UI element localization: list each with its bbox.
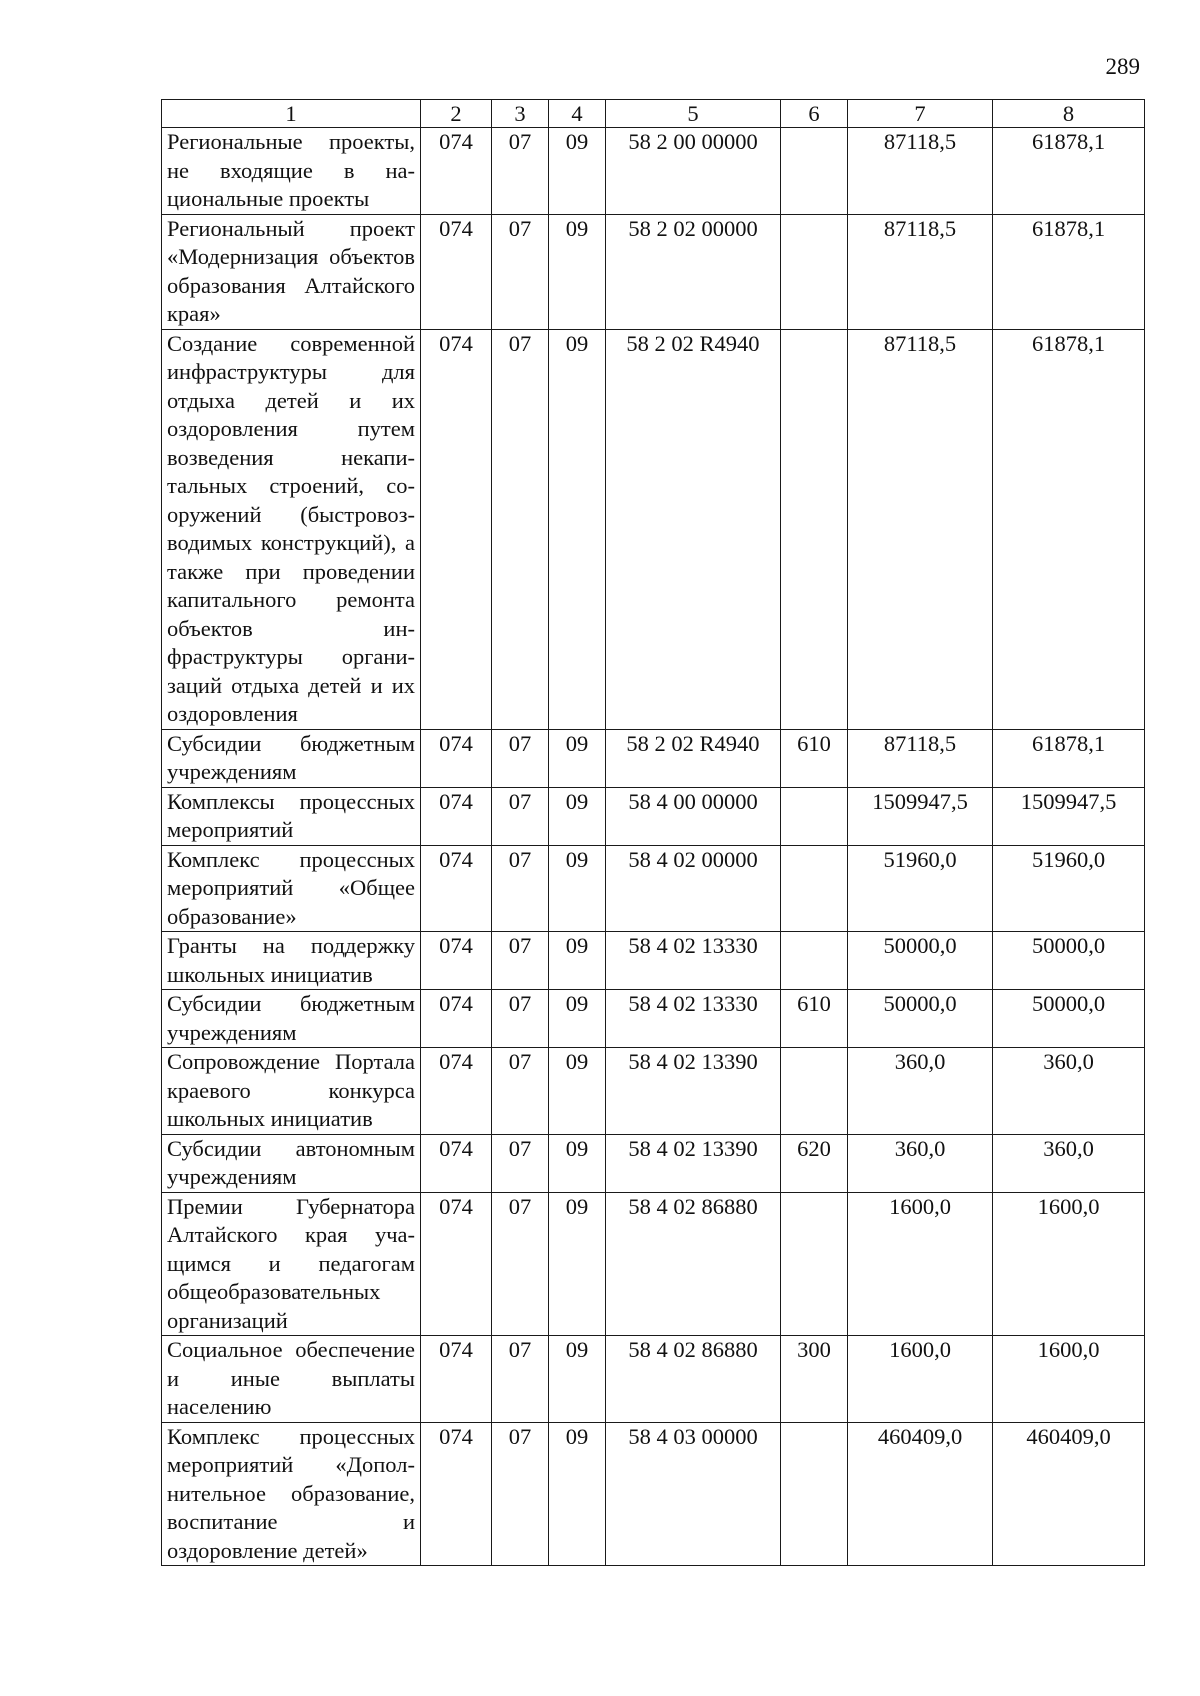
row-section-code: 07 xyxy=(492,1336,549,1423)
row-target-article: 58 2 02 R4940 xyxy=(606,729,781,787)
row-subsection-code: 09 xyxy=(549,1336,606,1423)
row-name-cell: Создание современной инфраструктуры для отдыха детей и их оздоровления путем возведения некапитальных строений, сооружений (быстровозводимых конструкций), а также при проведении капитального ремонта объектов инфраструктуры организаций отдыха детей и их оздоровления xyxy=(162,329,421,729)
row-subsection-code: 09 xyxy=(549,990,606,1048)
row-target-article: 58 2 02 00000 xyxy=(606,214,781,329)
row-section-code: 07 xyxy=(492,787,549,845)
row-expense-type xyxy=(781,214,848,329)
row-name-cell: Гранты на поддержку школьных инициатив xyxy=(162,932,421,990)
row-section-code: 07 xyxy=(492,329,549,729)
row-target-article: 58 4 02 13330 xyxy=(606,932,781,990)
row-expense-type: 610 xyxy=(781,990,848,1048)
row-ministry-code: 074 xyxy=(421,990,492,1048)
row-subsection-code: 09 xyxy=(549,1134,606,1192)
row-name-cell: Комплексы процессных мероприятий xyxy=(162,787,421,845)
header-row xyxy=(162,100,1145,128)
row-target-article: 58 4 02 00000 xyxy=(606,845,781,932)
row-name-cell: Региональные проекты, не входящие в национальные проекты xyxy=(162,128,421,215)
row-subsection-code: 09 xyxy=(549,932,606,990)
row-section-code: 07 xyxy=(492,1134,549,1192)
row-name-cell: Премии Губернатора Алтайского края учащимся и педагогам общеобразовательных организаций xyxy=(162,1192,421,1336)
row-expense-type xyxy=(781,787,848,845)
row-section-code: 07 xyxy=(492,1422,549,1566)
row-expense-type: 300 xyxy=(781,1336,848,1423)
row-amount-year1: 51960,0 xyxy=(848,845,993,932)
row-amount-year2: 460409,0 xyxy=(993,1422,1145,1566)
row-ministry-code: 074 xyxy=(421,787,492,845)
row-name-cell: Комплекс процессных мероприятий «Общее образование» xyxy=(162,845,421,932)
row-amount-year2: 61878,1 xyxy=(993,329,1145,729)
table-row xyxy=(162,845,1145,932)
row-target-article: 58 4 03 00000 xyxy=(606,1422,781,1566)
row-expense-type xyxy=(781,932,848,990)
row-subsection-code: 09 xyxy=(549,214,606,329)
row-amount-year2: 61878,1 xyxy=(993,729,1145,787)
row-expense-type xyxy=(781,1048,848,1135)
header-cell: 4 xyxy=(549,100,606,128)
row-ministry-code: 074 xyxy=(421,1048,492,1135)
row-amount-year2: 51960,0 xyxy=(993,845,1145,932)
row-section-code: 07 xyxy=(492,1048,549,1135)
row-expense-type xyxy=(781,1192,848,1336)
row-amount-year2: 1600,0 xyxy=(993,1192,1145,1336)
row-ministry-code: 074 xyxy=(421,1336,492,1423)
row-amount-year2: 50000,0 xyxy=(993,932,1145,990)
row-expense-type xyxy=(781,329,848,729)
header-cell: 3 xyxy=(492,100,549,128)
row-name-cell: Субсидии автономным учреждениям xyxy=(162,1134,421,1192)
table-row xyxy=(162,932,1145,990)
row-ministry-code: 074 xyxy=(421,845,492,932)
header-cell: 2 xyxy=(421,100,492,128)
row-target-article: 58 4 02 13390 xyxy=(606,1048,781,1135)
row-amount-year2: 61878,1 xyxy=(993,128,1145,215)
row-amount-year1: 1509947,5 xyxy=(848,787,993,845)
row-amount-year1: 87118,5 xyxy=(848,128,993,215)
header-cell: 6 xyxy=(781,100,848,128)
table-body xyxy=(162,128,1145,1566)
row-amount-year1: 460409,0 xyxy=(848,1422,993,1566)
row-ministry-code: 074 xyxy=(421,329,492,729)
row-section-code: 07 xyxy=(492,845,549,932)
table-row xyxy=(162,1422,1145,1566)
row-expense-type: 620 xyxy=(781,1134,848,1192)
row-ministry-code: 074 xyxy=(421,932,492,990)
row-amount-year1: 50000,0 xyxy=(848,932,993,990)
row-name-cell: Комплекс процессных мероприятий «Дополнительное образование, воспитание и оздоровление детей» xyxy=(162,1422,421,1566)
row-name-cell: Субсидии бюджетным учреждениям xyxy=(162,729,421,787)
row-amount-year2: 50000,0 xyxy=(993,990,1145,1048)
header-cell: 8 xyxy=(993,100,1145,128)
row-amount-year1: 87118,5 xyxy=(848,214,993,329)
row-target-article: 58 4 02 13390 xyxy=(606,1134,781,1192)
table-row xyxy=(162,990,1145,1048)
row-section-code: 07 xyxy=(492,1192,549,1336)
row-ministry-code: 074 xyxy=(421,1134,492,1192)
table-row xyxy=(162,1336,1145,1423)
table-row xyxy=(162,729,1145,787)
row-subsection-code: 09 xyxy=(549,1048,606,1135)
row-section-code: 07 xyxy=(492,214,549,329)
row-expense-type xyxy=(781,845,848,932)
row-name-cell: Социальное обеспечение и иные выплаты населению xyxy=(162,1336,421,1423)
row-subsection-code: 09 xyxy=(549,845,606,932)
header-cell: 1 xyxy=(162,100,421,128)
row-amount-year2: 360,0 xyxy=(993,1048,1145,1135)
row-name-cell: Субсидии бюджетным учреждениям xyxy=(162,990,421,1048)
row-amount-year1: 1600,0 xyxy=(848,1192,993,1336)
header-cell: 7 xyxy=(848,100,993,128)
table-row xyxy=(162,1192,1145,1336)
row-amount-year1: 360,0 xyxy=(848,1048,993,1135)
row-subsection-code: 09 xyxy=(549,128,606,215)
row-target-article: 58 4 00 00000 xyxy=(606,787,781,845)
row-amount-year1: 1600,0 xyxy=(848,1336,993,1423)
row-subsection-code: 09 xyxy=(549,1192,606,1336)
row-subsection-code: 09 xyxy=(549,1422,606,1566)
table-row xyxy=(162,329,1145,729)
header-cell: 5 xyxy=(606,100,781,128)
row-subsection-code: 09 xyxy=(549,329,606,729)
row-subsection-code: 09 xyxy=(549,729,606,787)
row-section-code: 07 xyxy=(492,932,549,990)
row-amount-year1: 87118,5 xyxy=(848,729,993,787)
row-expense-type xyxy=(781,128,848,215)
row-ministry-code: 074 xyxy=(421,1422,492,1566)
row-amount-year2: 61878,1 xyxy=(993,214,1145,329)
row-amount-year2: 360,0 xyxy=(993,1134,1145,1192)
table-row xyxy=(162,1048,1145,1135)
row-section-code: 07 xyxy=(492,990,549,1048)
row-amount-year2: 1509947,5 xyxy=(993,787,1145,845)
row-ministry-code: 074 xyxy=(421,214,492,329)
row-expense-type xyxy=(781,1422,848,1566)
row-target-article: 58 2 00 00000 xyxy=(606,128,781,215)
row-subsection-code: 09 xyxy=(549,787,606,845)
table-row xyxy=(162,128,1145,215)
row-target-article: 58 4 02 86880 xyxy=(606,1336,781,1423)
row-ministry-code: 074 xyxy=(421,1192,492,1336)
row-section-code: 07 xyxy=(492,729,549,787)
row-amount-year2: 1600,0 xyxy=(993,1336,1145,1423)
row-amount-year1: 360,0 xyxy=(848,1134,993,1192)
row-amount-year1: 50000,0 xyxy=(848,990,993,1048)
row-target-article: 58 4 02 86880 xyxy=(606,1192,781,1336)
row-expense-type: 610 xyxy=(781,729,848,787)
row-ministry-code: 074 xyxy=(421,729,492,787)
row-target-article: 58 4 02 13330 xyxy=(606,990,781,1048)
row-name-cell: Региональный проект «Модернизация объектов образования Алтайского края» xyxy=(162,214,421,329)
page-number: 289 xyxy=(1105,54,1140,79)
table-row xyxy=(162,1134,1145,1192)
table-row xyxy=(162,787,1145,845)
row-target-article: 58 2 02 R4940 xyxy=(606,329,781,729)
row-ministry-code: 074 xyxy=(421,128,492,215)
row-name-cell: Сопровождение Портала краевого конкурса школьных инициатив xyxy=(162,1048,421,1135)
row-amount-year1: 87118,5 xyxy=(848,329,993,729)
table-row xyxy=(162,214,1145,329)
budget-table xyxy=(161,99,1145,1566)
row-section-code: 07 xyxy=(492,128,549,215)
